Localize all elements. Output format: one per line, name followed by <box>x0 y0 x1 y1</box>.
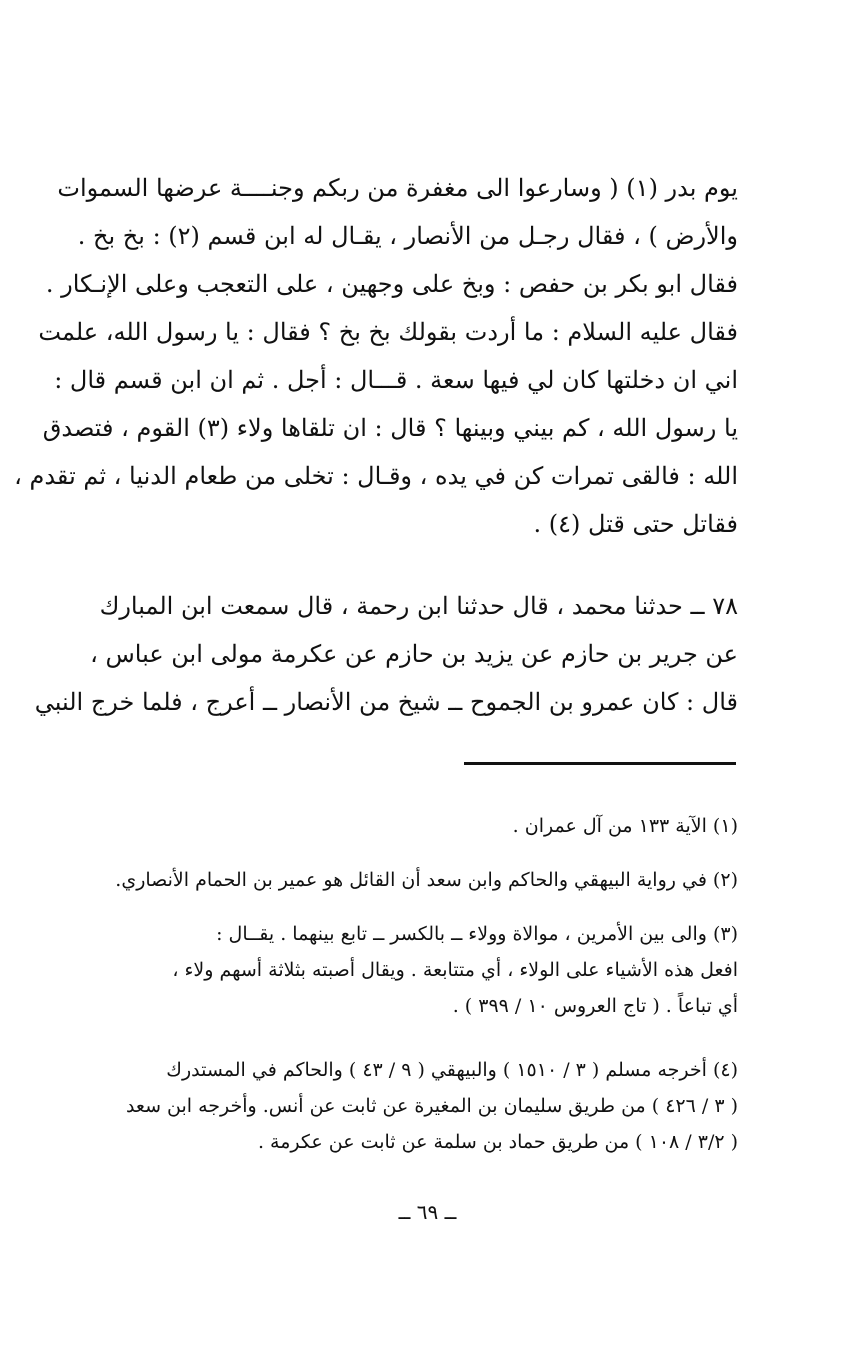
footnote-divider <box>464 762 736 765</box>
footnote-3 <box>62 916 738 1024</box>
footnote-line: ( ٣ / ٤٢٦ ) من طريق سليمان بن المغيرة عن ثابت عن أنس. وأخرجه ابن سعد <box>125 1095 738 1117</box>
footnote-line: افعل هذه الأشياء على الولاء ، أي متتابعة . ويقال أصبته بثلاثة أسهم ولاء ، <box>172 959 738 981</box>
text-line: ٧٨ ــ حدثنا محمد ، قال حدثنا ابن رحمة ، قال سمعت ابن المبارك <box>99 592 738 620</box>
footnote-line: (٣) والى بين الأمرين ، موالاة وولاء ــ بالكسر ــ تابع بينهما . يقــال : <box>216 923 738 945</box>
text-line: قال : كان عمرو بن الجموح ــ شيخ من الأنصار ــ أعرج ، فلما خرج النبي <box>34 688 738 716</box>
text-line: اني ان دخلتها كان لي فيها سعة . قـــال : أجل . ثم ان ابن قسم قال : <box>54 366 738 394</box>
footnote-line: (١) الآية ١٣٣ من آل عمران . <box>512 815 738 837</box>
footnote-line: أي تباعاً . ( تاج العروس ١٠ / ٣٩٩ ) . <box>452 995 738 1017</box>
main-paragraph-1 <box>14 164 738 548</box>
text-line: يا رسول الله ، كم بيني وبينها ؟ قال : ان تلقاها ولاء (٣) القوم ، فتصدق <box>42 414 738 442</box>
main-paragraph-2 <box>34 582 738 726</box>
footnote-line: ( ٣/٢ / ١٠٨ ) من طريق حماد بن سلمة عن ثابت عن عكرمة . <box>257 1131 738 1153</box>
text-line: عن جرير بن حازم عن يزيد بن حازم عن عكرمة مولى ابن عباس ، <box>90 640 738 668</box>
page-number: ــ ٦٩ ــ <box>398 1200 457 1224</box>
footnote-1 <box>62 808 738 844</box>
text-line: الله : فالقى تمرات كن في يده ، وقـال : تخلى من طعام الدنيا ، ثم تقدم ، <box>14 462 738 490</box>
text-line: فقاتل حتى قتل (٤) . <box>533 510 738 538</box>
text-line: فقال ابو بكر بن حفص : وبخ على وجهين ، على التعجب وعلى الإنـكار . <box>45 270 738 298</box>
text-line: فقال عليه السلام : ما أردت بقولك بخ بخ ؟ فقال : يا رسول الله، علمت <box>38 318 738 346</box>
text-line: يوم بدر (١) ( وسارعوا الى مغفرة من ربكم وجنــــة عرضها السموات <box>57 174 738 202</box>
text-line: والأرض ) ، فقال رجـل من الأنصار ، يقـال له ابن قسم (٢) : بخ بخ . <box>77 222 738 250</box>
footnote-line: (٢) في رواية البيهقي والحاكم وابن سعد أن القائل هو عمير بن الحمام الأنصاري. <box>115 869 738 891</box>
footnote-line: (٤) أخرجه مسلم ( ٣ / ١٥١٠ ) والبيهقي ( ٩ / ٤٣ ) والحاكم في المستدرك <box>166 1059 738 1081</box>
footnote-2 <box>62 862 738 898</box>
footnote-4 <box>62 1052 738 1160</box>
